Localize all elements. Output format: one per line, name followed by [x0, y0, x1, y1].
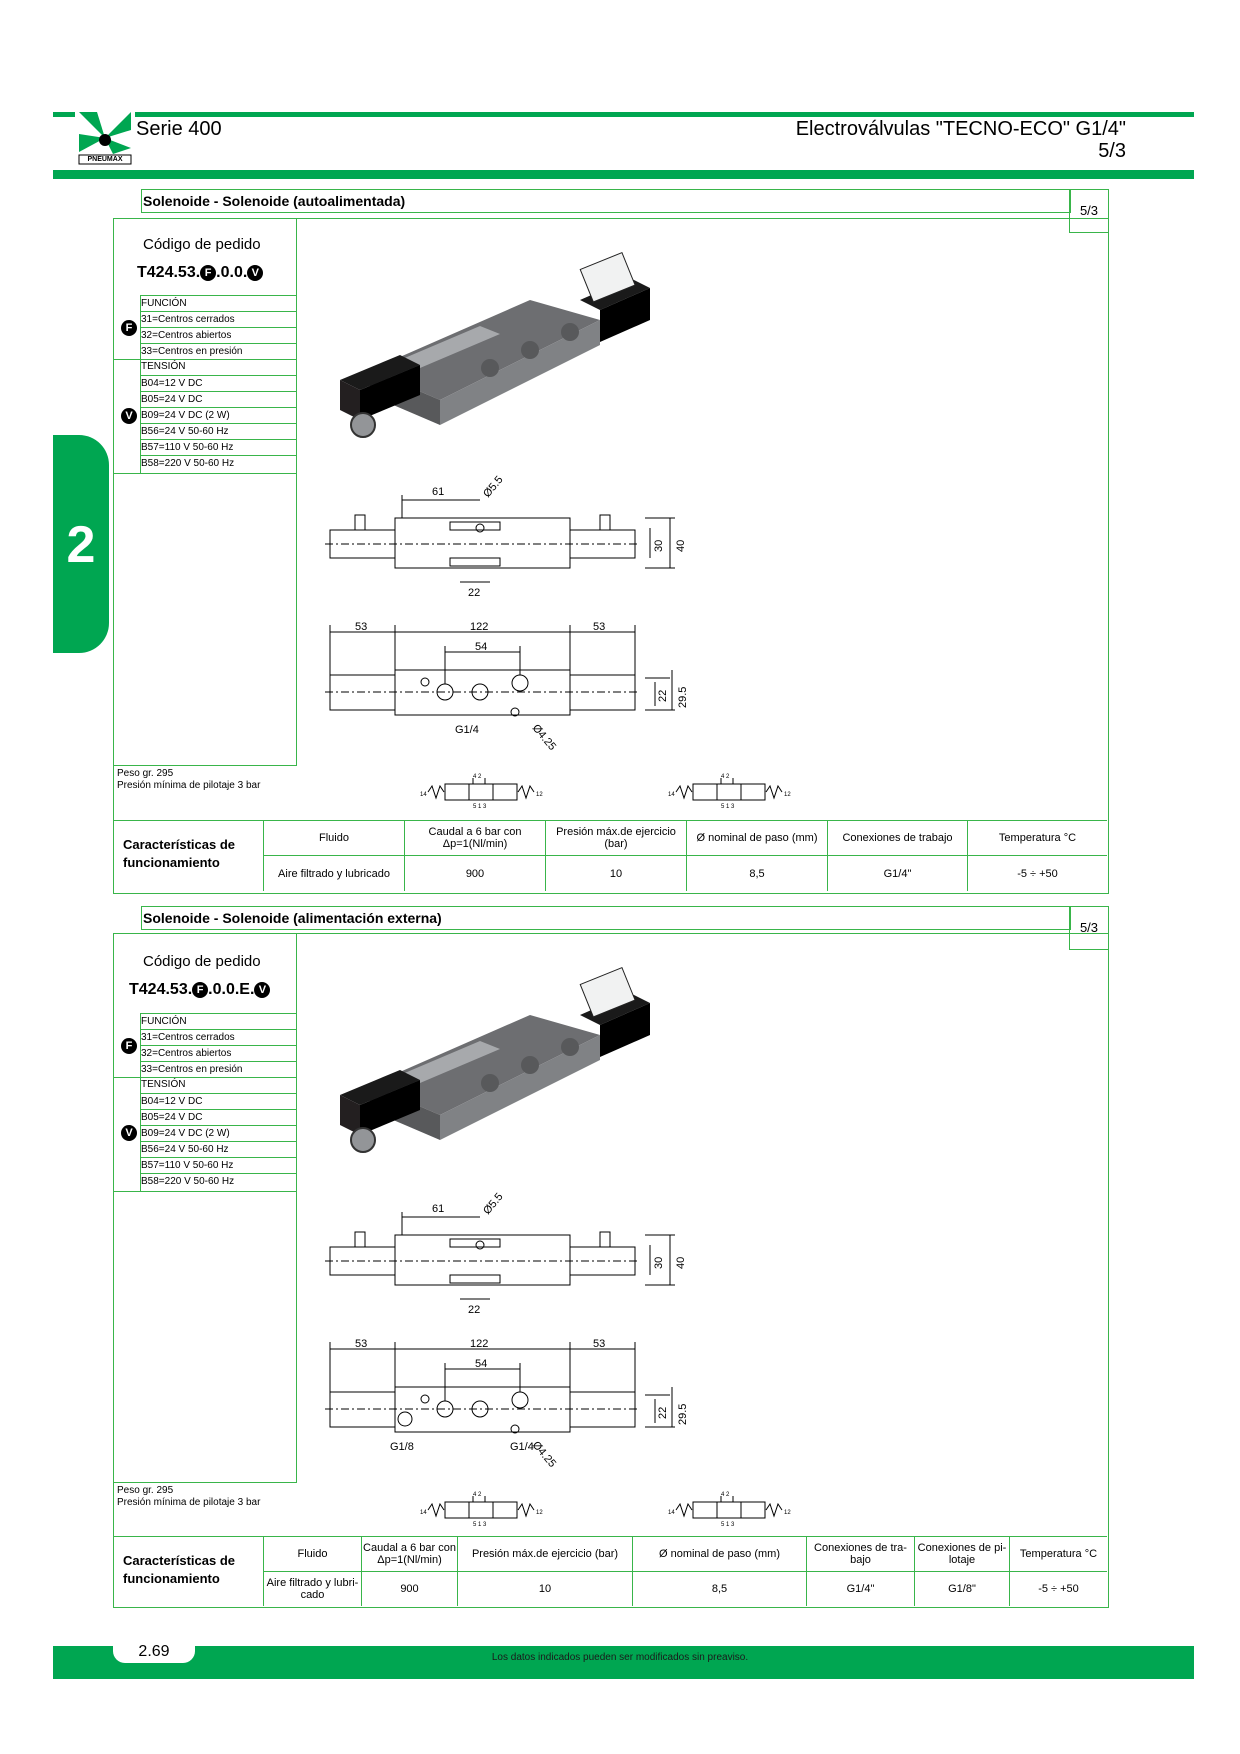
section-2-badge-text: 5/3	[1079, 920, 1099, 935]
section-1-v-marker: V	[121, 408, 137, 424]
header-top-bar	[53, 112, 1194, 117]
dim-30: 30	[653, 539, 665, 552]
section-2-value-fluido: Aire filtrado y lubri-cado	[266, 1577, 359, 1601]
svg-text:29.5: 29.5	[677, 1403, 689, 1425]
section-2-dimension-drawing	[310, 1187, 700, 1487]
section-1-code-v: V	[247, 265, 263, 281]
section-2-tension-3: B56=24 V 50-60 Hz	[141, 1141, 296, 1158]
dim-22: 22	[468, 587, 481, 599]
svg-text:14: 14	[420, 792, 427, 798]
section-2-tension-header: TENSIÓN	[141, 1079, 186, 1090]
section-2-header-presion: Presión máx.de ejercicio (bar)	[471, 1548, 619, 1560]
section-2-code-f: F	[192, 982, 208, 998]
section-1-dimension-drawing	[310, 470, 700, 770]
section-2-value-presion: 10	[538, 1583, 552, 1595]
svg-text:14: 14	[668, 1510, 675, 1516]
dim-122: 122	[470, 621, 489, 633]
section-2-tension-4: B57=110 V 50-60 Hz	[141, 1157, 296, 1174]
section-2-tension-0: B04=12 V DC	[141, 1093, 296, 1110]
svg-text:22: 22	[468, 1304, 481, 1316]
svg-text:40: 40	[675, 1256, 687, 1269]
svg-text:4 2: 4 2	[473, 1492, 482, 1498]
brand-logo	[75, 108, 135, 166]
brand-logo-text: PNEUMAX	[87, 156, 123, 163]
section-1-code-prefix: T424.53.	[137, 264, 201, 281]
section-2-value-temperatura: -5 ÷ +50	[1038, 1583, 1079, 1595]
header-bottom-bar	[53, 170, 1194, 179]
svg-text:22: 22	[657, 1406, 669, 1419]
section-1-value-paso: 8,5	[749, 867, 765, 880]
section-2-v-marker: V	[121, 1125, 137, 1141]
svg-text:61: 61	[432, 1203, 445, 1215]
dim-d55: Ø5.5	[481, 473, 506, 500]
dim-22b: 22	[657, 689, 669, 702]
section-1-order-label: Código de pedido	[143, 236, 261, 253]
section-1-funcion-header: FUNCIÓN	[141, 295, 296, 312]
section-1-pilot: Presión mínima de pilotaje 3 bar	[117, 780, 261, 791]
section-1-symbol-b	[668, 772, 798, 812]
section-2-code-mid: .0.0.E.	[208, 981, 255, 998]
section-1-weight: Peso gr. 295	[117, 768, 174, 779]
page-number: 2.69	[138, 1643, 170, 1660]
section-2-pilot: Presión mínima de pilotaje 3 bar	[117, 1497, 261, 1508]
svg-text:4 2: 4 2	[721, 774, 730, 780]
section-2-value-paso: 8,5	[711, 1583, 728, 1595]
section-2-funcion-1: 32=Centros abiertos	[141, 1045, 296, 1062]
section-1-funcion-2: 33=Centros en presión	[141, 343, 296, 360]
svg-text:5 1 3: 5 1 3	[721, 804, 735, 810]
section-1-funcion-1: 32=Centros abiertos	[141, 327, 296, 344]
section-1-value-fluido: Aire filtrado y lubricado	[278, 867, 390, 880]
section-1-header-fluido: Fluido	[319, 832, 349, 844]
dim-53b: 53	[593, 621, 606, 633]
section-2-funcion-header: FUNCIÓN	[141, 1013, 296, 1030]
section-2-tension-5: B58=220 V 50-60 Hz	[141, 1173, 296, 1190]
chapter-number: 2	[66, 516, 96, 574]
section-2-char-label: Características de funcionamiento	[123, 1553, 236, 1586]
series-title: Serie 400	[136, 118, 222, 140]
section-2-header-conexiones-pilotaje: Conexiones de pi-lotaje	[917, 1542, 1007, 1566]
svg-text:Ø5.5: Ø5.5	[481, 1190, 506, 1217]
svg-text:Ø4.25: Ø4.25	[529, 1439, 559, 1470]
page-subtitle: 5/3	[1098, 140, 1126, 162]
section-1-symbol-a	[420, 772, 550, 812]
section-2-symbol-b	[668, 1490, 798, 1530]
section-1-header-conexiones: Conexiones de trabajo	[842, 832, 953, 844]
section-1-header-presion: Presión máx.de ejercicio (bar)	[556, 826, 676, 850]
section-2-symbol-a	[420, 1490, 550, 1530]
section-1-char-label: Características de funcionamiento	[123, 837, 236, 870]
svg-text:53: 53	[593, 1338, 606, 1350]
section-2-order-code	[129, 981, 270, 999]
section-1-title: Solenoide - Solenoide (autoalimentada)	[143, 193, 406, 209]
section-2-header-temperatura: Temperatura °C	[1019, 1548, 1098, 1560]
section-1-funcion-0: 31=Centros cerrados	[141, 311, 296, 328]
svg-text:30: 30	[653, 1256, 665, 1269]
svg-text:12: 12	[784, 1510, 791, 1516]
section-1-order-code	[137, 264, 263, 282]
svg-text:14: 14	[420, 1510, 427, 1516]
section-1-tension-5: B58=220 V 50-60 Hz	[141, 455, 296, 472]
section-2-code-bottom	[113, 1482, 297, 1483]
svg-text:12: 12	[784, 792, 791, 798]
svg-text:G1/8: G1/8	[390, 1441, 414, 1453]
section-2-value-conexiones-pilotaje: G1/8"	[948, 1583, 976, 1595]
dim-295: 29.5	[677, 686, 689, 708]
dim-d425: Ø4.25	[529, 722, 559, 753]
svg-text:5 1 3: 5 1 3	[473, 804, 487, 810]
section-1-code-mid: .0.0.	[216, 264, 248, 281]
section-1-value-caudal: 900	[465, 867, 485, 880]
section-1-header-caudal: Caudal a 6 bar con Δp=1(Nl/min)	[428, 826, 522, 850]
section-1-header-paso: Ø nominal de paso (mm)	[696, 832, 818, 844]
section-2-code-v: V	[254, 982, 270, 998]
section-2-valve-photo	[340, 965, 660, 1165]
svg-text:53: 53	[355, 1338, 368, 1350]
dim-53a: 53	[355, 621, 368, 633]
section-2-weight: Peso gr. 295	[117, 1485, 174, 1496]
svg-text:5 1 3: 5 1 3	[473, 1522, 487, 1528]
section-2-tension-2: B09=24 V DC (2 W)	[141, 1125, 296, 1142]
section-2-title: Solenoide - Solenoide (alimentación externa)	[143, 910, 442, 926]
section-1-tension-1: B05=24 V DC	[141, 391, 296, 408]
dim-g14: G1/4	[455, 724, 479, 736]
section-1-tension-4: B57=110 V 50-60 Hz	[141, 439, 296, 456]
section-1-badge-text: 5/3	[1079, 203, 1099, 218]
section-1-value-presion: 10	[609, 867, 623, 880]
section-1-code-bottom	[113, 765, 297, 766]
section-1-valve-photo	[340, 250, 660, 450]
section-2-code-prefix: T424.53.	[129, 981, 193, 998]
svg-text:G1/4: G1/4	[510, 1441, 534, 1453]
section-2-header-fluido: Fluido	[297, 1548, 328, 1560]
section-2-f-marker: F	[121, 1038, 137, 1054]
section-1-tension-2: B09=24 V DC (2 W)	[141, 407, 296, 424]
section-1-code-divider	[296, 218, 297, 765]
svg-text:14: 14	[668, 792, 675, 798]
svg-text:54: 54	[475, 1358, 488, 1370]
section-2-order-label: Código de pedido	[143, 953, 261, 970]
svg-text:12: 12	[536, 792, 543, 798]
section-2-funcion-0: 31=Centros cerrados	[141, 1029, 296, 1046]
section-1-header-temperatura: Temperatura °C	[998, 832, 1077, 844]
section-1-value-temperatura: -5 ÷ +50	[1017, 867, 1058, 880]
section-2-header-caudal: Caudal a 6 bar con Δp=1(Nl/min)	[363, 1542, 456, 1566]
svg-text:5 1 3: 5 1 3	[721, 1522, 735, 1528]
svg-text:122: 122	[470, 1338, 489, 1350]
section-2-code-divider	[296, 933, 297, 1482]
page-title: Electroválvulas "TECNO-ECO" G1/4"	[795, 118, 1126, 140]
section-2-funcion-2: 33=Centros en presión	[141, 1061, 296, 1078]
svg-text:4 2: 4 2	[721, 1492, 730, 1498]
dim-54: 54	[475, 641, 488, 653]
dim-40: 40	[675, 539, 687, 552]
section-2-value-conexiones-trabajo: G1/4"	[846, 1583, 875, 1595]
section-1-tension-header: TENSIÓN	[141, 361, 186, 372]
section-1-options-end	[113, 473, 297, 474]
section-2-header-conexiones-trabajo: Conexiones de tra-bajo	[814, 1542, 907, 1566]
section-1-tension-3: B56=24 V 50-60 Hz	[141, 423, 296, 440]
section-2-options-end	[113, 1191, 297, 1192]
section-1-f-marker: F	[121, 320, 137, 336]
section-1-code-f: F	[200, 265, 216, 281]
section-1-tension-0: B04=12 V DC	[141, 375, 296, 392]
section-2-header-paso: Ø nominal de paso (mm)	[658, 1548, 781, 1560]
svg-text:12: 12	[536, 1510, 543, 1516]
section-1-value-conexiones: G1/4"	[883, 867, 912, 880]
section-2-value-caudal: 900	[400, 1583, 419, 1595]
footer-note: Los datos indicados pueden ser modificados sin preaviso.	[491, 1652, 749, 1663]
section-2-tension-1: B05=24 V DC	[141, 1109, 296, 1126]
svg-text:4 2: 4 2	[473, 774, 482, 780]
dim-61: 61	[432, 486, 445, 498]
